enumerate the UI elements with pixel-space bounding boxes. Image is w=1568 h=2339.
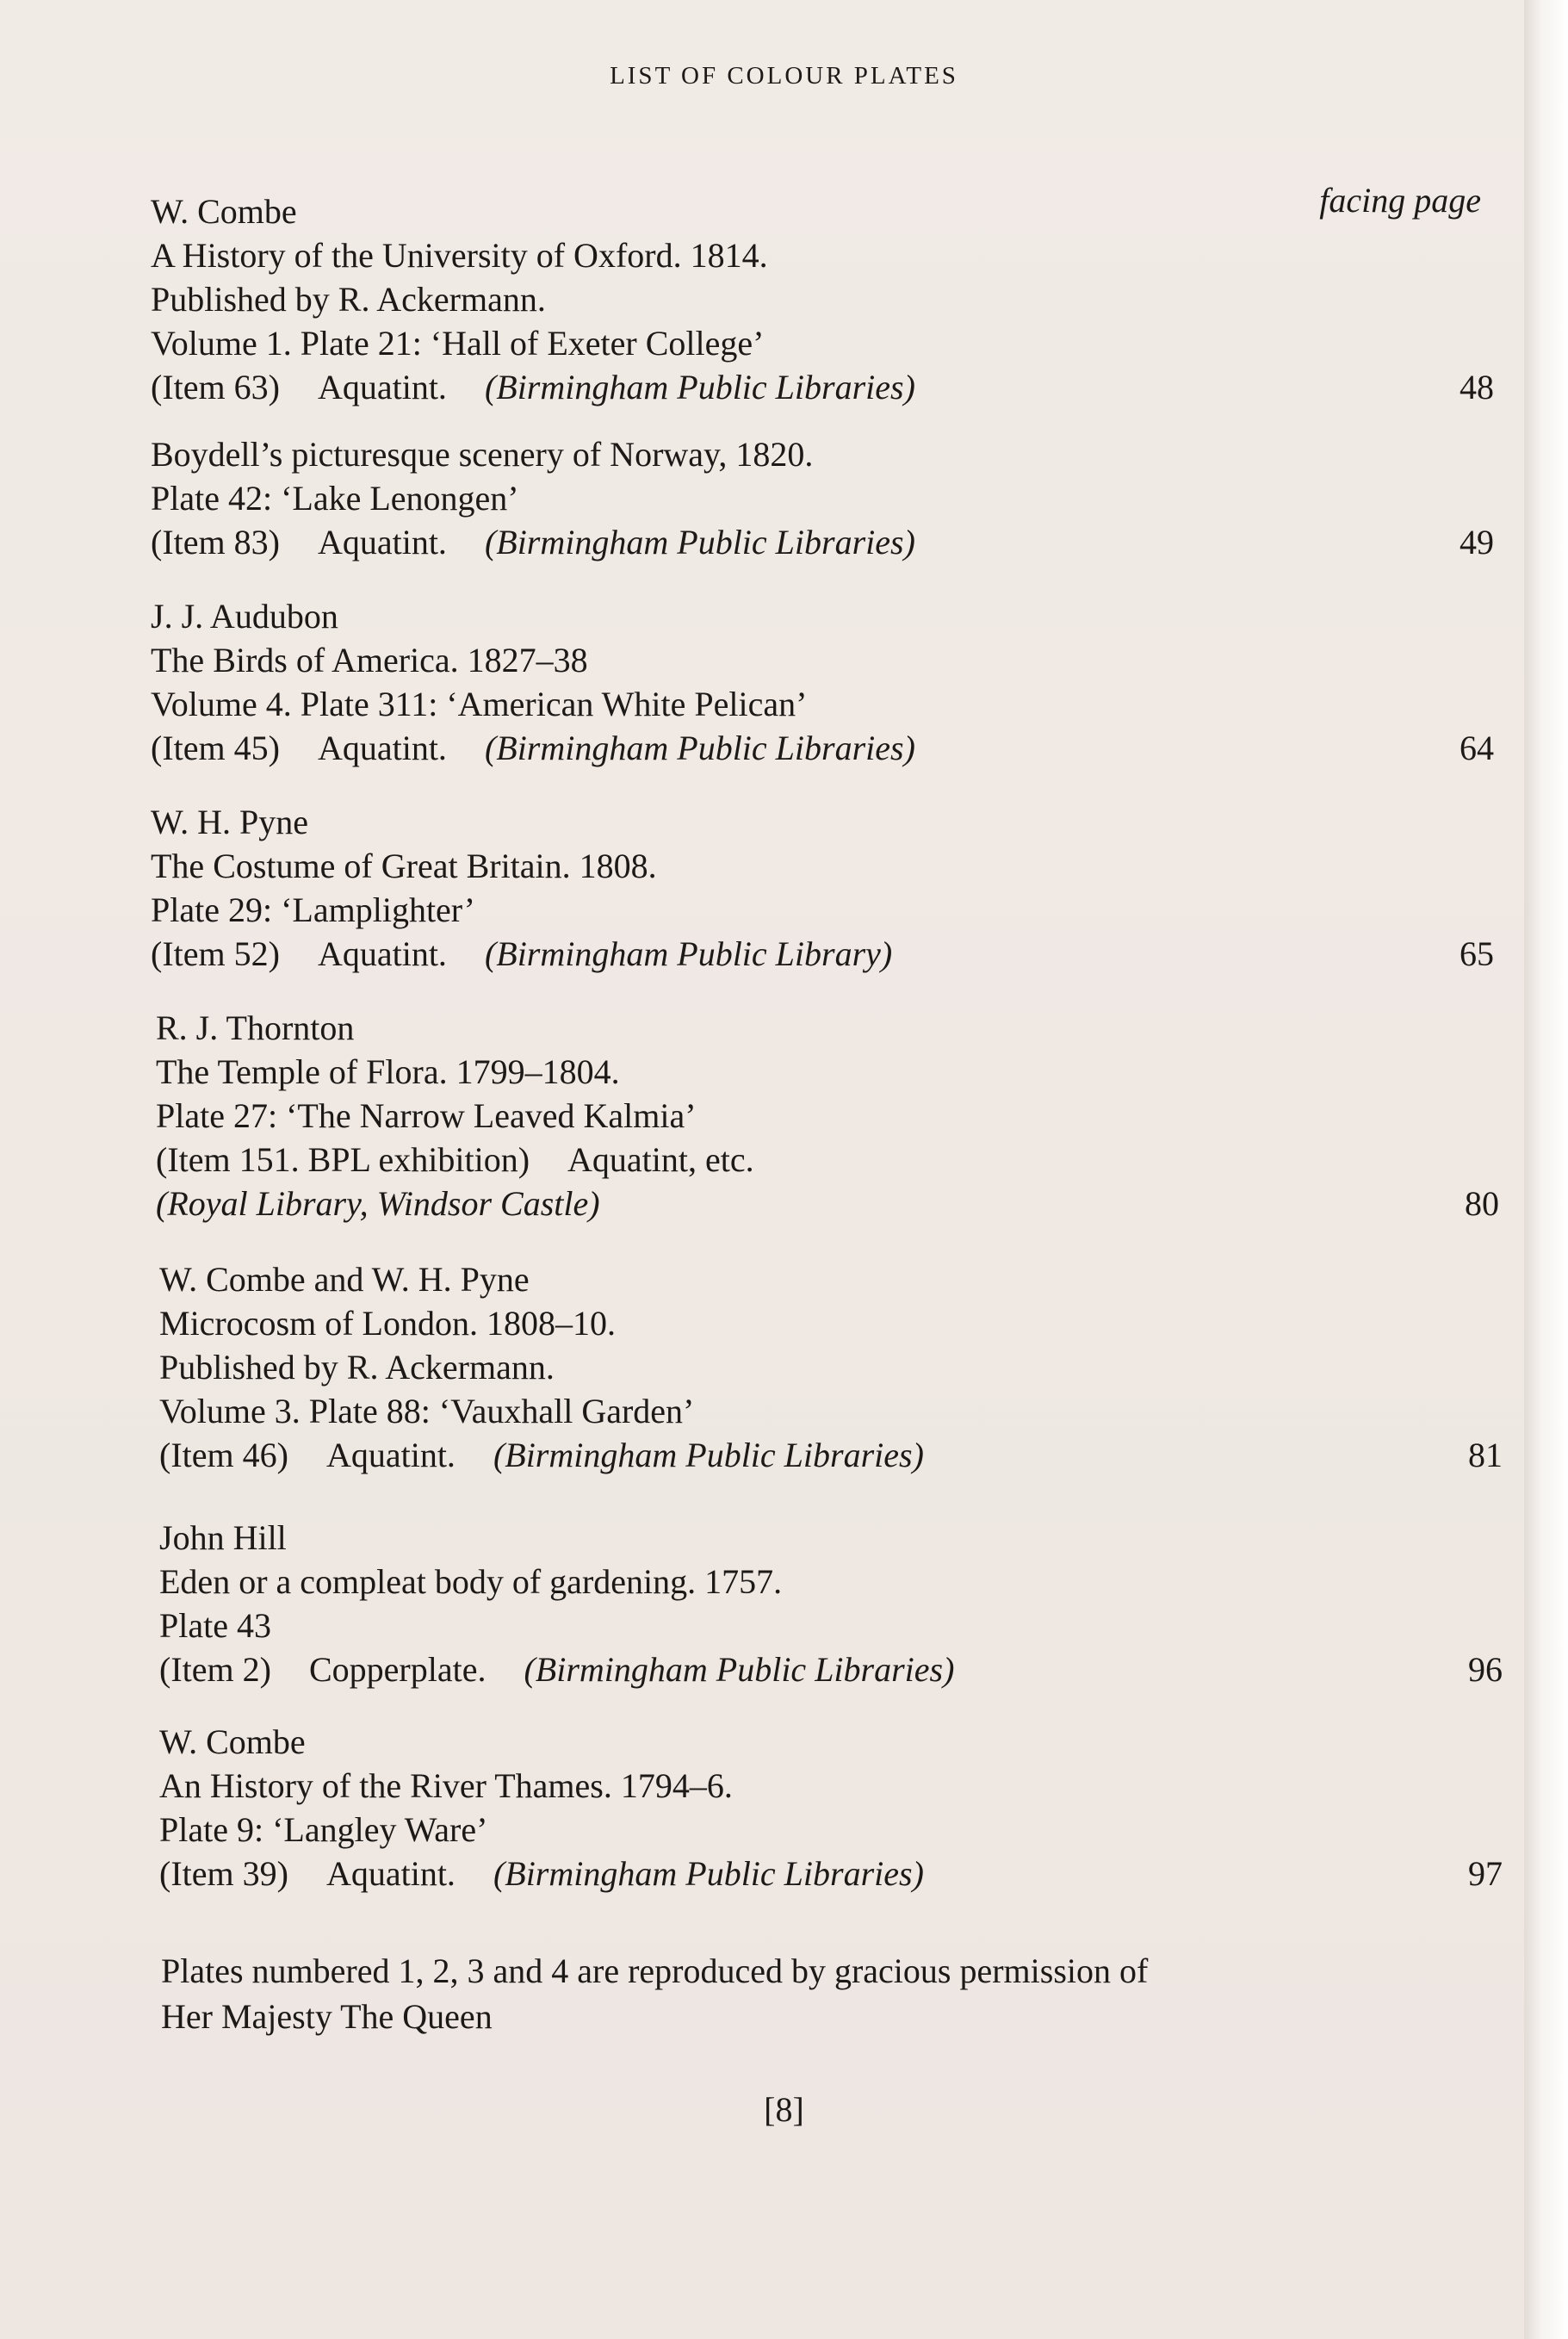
holding-institution: (Birmingham Public Libraries)	[493, 1436, 924, 1474]
print-process: Aquatint.	[317, 729, 447, 767]
holding-institution: (Birmingham Public Libraries)	[484, 523, 915, 561]
plate-entry	[159, 1516, 1503, 1691]
item-number: (Item 2)	[159, 1650, 271, 1689]
entry-details	[159, 1433, 1150, 1477]
facing-page-number: 49	[1460, 523, 1494, 561]
facing-page-number: 80	[1465, 1184, 1499, 1223]
facing-page-number: 81	[1468, 1436, 1503, 1474]
holding-institution: (Royal Library, Windsor Castle)	[156, 1184, 600, 1223]
entry-details	[151, 365, 1141, 409]
entry-line: Volume 3. Plate 88: ‘Vauxhall Garden’	[159, 1392, 695, 1430]
plate-entry	[159, 1720, 1503, 1895]
entry-line: Plate 42: ‘Lake Lenongen’	[151, 479, 519, 518]
item-number: (Item 39)	[159, 1854, 288, 1893]
item-number: (Item 63)	[151, 368, 280, 406]
entry-details	[151, 520, 1141, 564]
entry-heading: J. J. Audubon	[151, 597, 338, 636]
entry-details	[156, 1138, 1189, 1225]
entry-details	[159, 1852, 1150, 1895]
item-number: (Item 52)	[151, 934, 280, 973]
entry-line: Microcosm of London. 1808–10.	[159, 1304, 616, 1343]
plate-entry	[151, 189, 1494, 409]
holding-institution: (Birmingham Public Library)	[484, 934, 893, 973]
page-number: [8]	[764, 2090, 804, 2129]
holding-institution: (Birmingham Public Libraries)	[524, 1650, 955, 1689]
entry-line: Plate 29: ‘Lamplighter’	[151, 890, 475, 929]
entry-line: Plate 27: ‘The Narrow Leaved Kalmia’	[156, 1096, 697, 1135]
holding-institution: (Birmingham Public Libraries)	[484, 729, 915, 767]
print-process: Aquatint.	[317, 934, 447, 973]
plate-entry	[156, 1006, 1499, 1225]
entry-heading: R. J. Thornton	[156, 1008, 355, 1047]
entry-line: Plate 9: ‘Langley Ware’	[159, 1810, 488, 1849]
item-number: (Item 151. BPL exhibition)	[156, 1140, 530, 1179]
entry-heading: W. Combe and W. H. Pyne	[159, 1260, 530, 1299]
print-process: Aquatint.	[317, 368, 447, 406]
facing-page-number: 65	[1460, 934, 1494, 973]
entry-line: A History of the University of Oxford. 1814.	[151, 236, 768, 275]
item-number: (Item 45)	[151, 729, 280, 767]
entry-line: Plate 43	[159, 1606, 271, 1645]
print-process: Aquatint.	[325, 1436, 456, 1474]
print-process: Aquatint.	[325, 1854, 456, 1893]
holding-institution: (Birmingham Public Libraries)	[493, 1854, 924, 1893]
entry-line: Eden or a compleat body of gardening. 1757.	[159, 1562, 783, 1601]
holding-institution: (Birmingham Public Libraries)	[484, 368, 915, 406]
facing-page-number: 64	[1460, 729, 1494, 767]
entry-line: The Costume of Great Britain. 1808.	[151, 847, 657, 885]
facing-page-number: 97	[1468, 1854, 1503, 1893]
running-head: LIST OF COLOUR PLATES	[610, 62, 958, 90]
facing-page-number: 96	[1468, 1650, 1503, 1689]
entry-line: An History of the River Thames. 1794–6.	[159, 1766, 733, 1805]
entry-heading: Boydell’s picturesque scenery of Norway, 1820.	[151, 435, 814, 474]
plate-entry	[151, 594, 1494, 770]
plate-entry	[151, 432, 1494, 564]
entry-heading: W. Combe	[159, 1722, 306, 1761]
entry-details	[151, 932, 1141, 976]
entry-line: Published by R. Ackermann.	[159, 1348, 555, 1387]
entry-heading: W. Combe	[151, 192, 297, 231]
print-process: Copperplate.	[308, 1650, 487, 1689]
entry-details	[159, 1647, 1150, 1691]
entry-heading: W. H. Pyne	[151, 803, 308, 841]
item-number: (Item 46)	[159, 1436, 288, 1474]
entry-details	[151, 726, 1141, 770]
facing-page-number: 48	[1460, 368, 1494, 406]
entry-line: The Temple of Flora. 1799–1804.	[156, 1052, 620, 1091]
footnote: Plates numbered 1, 2, 3 and 4 are reproduced by gracious permission of Her Majesty The Queen	[161, 1951, 1149, 2036]
print-process: Aquatint, etc.	[567, 1140, 754, 1179]
plate-entry	[159, 1257, 1503, 1477]
item-number: (Item 83)	[151, 523, 280, 561]
page-edge	[1524, 0, 1568, 2339]
entry-line: Volume 4. Plate 311: ‘American White Pelican’	[151, 685, 808, 723]
entry-line: Volume 1. Plate 21: ‘Hall of Exeter College’	[151, 324, 765, 363]
entry-line: The Birds of America. 1827–38	[151, 641, 588, 679]
entry-line: Published by R. Ackermann.	[151, 280, 546, 319]
print-process: Aquatint.	[317, 523, 447, 561]
plate-entry	[151, 800, 1494, 976]
entry-heading: John Hill	[159, 1518, 287, 1557]
facing-page-label: facing page	[1319, 181, 1481, 220]
